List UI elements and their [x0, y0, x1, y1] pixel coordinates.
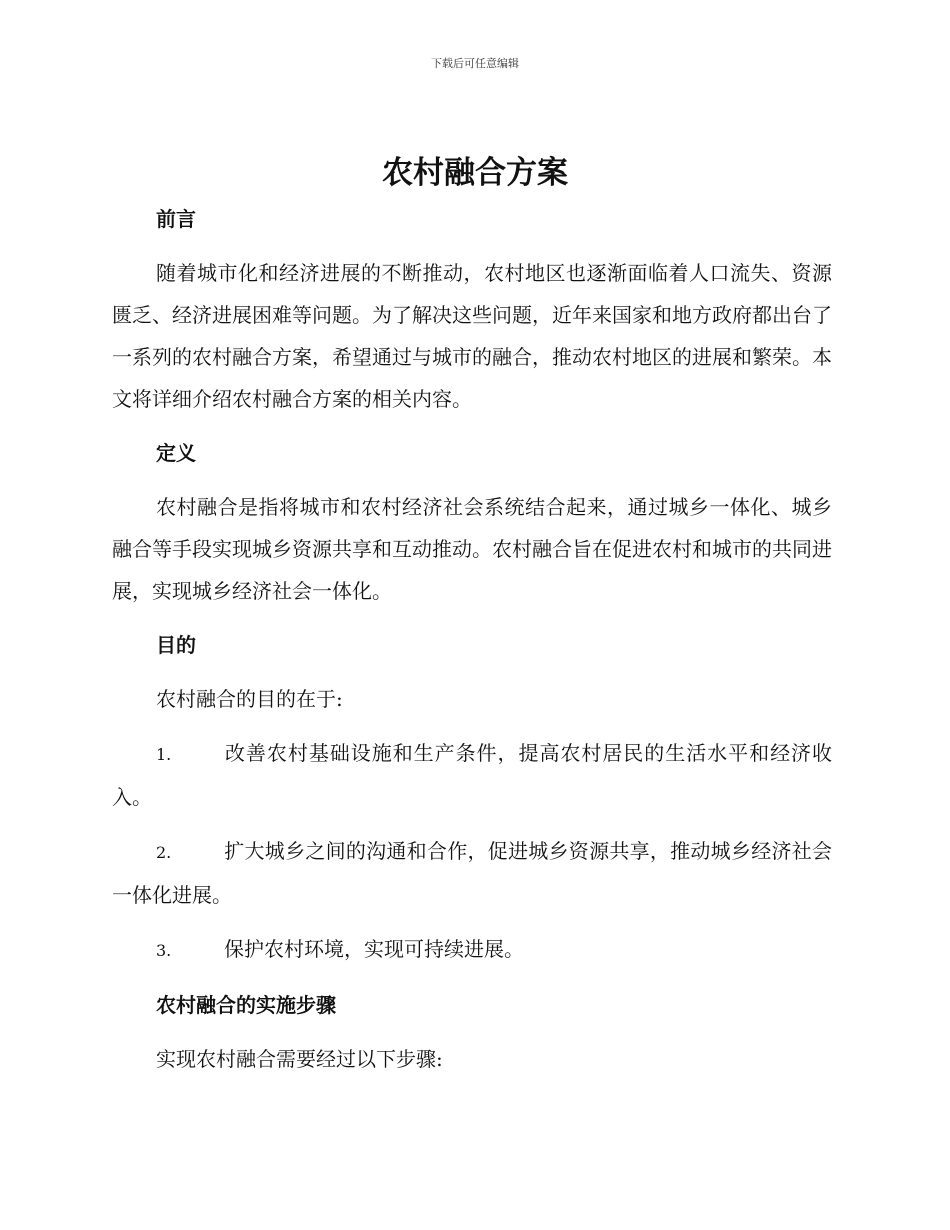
list-number: 2. [156, 843, 172, 862]
list-item-text: 保护农村环境，实现可持续进展。 [224, 937, 524, 961]
document-title: 农村融合方案 [382, 155, 568, 191]
list-item [112, 732, 832, 818]
section-heading-purpose: 目的 [156, 633, 196, 657]
purpose-intro: 农村融合的目的在于: [156, 687, 343, 711]
list-number: 1. [156, 745, 172, 764]
preface-paragraph: 随着城市化和经济进展的不断推动，农村地区也逐渐面临着人口流失、资源匮乏、经济进展困难等问题。为了解决这些问题，近年来国家和地方政府都出台了一系列的农村融合方案，希望通过与城市的融合，推动农村地区的进展和繁荣。本文将详细介绍农村融合方案的相关内容。 [112, 261, 832, 411]
list-item-text: 扩大城乡之间的沟通和合作，促进城乡资源共享，推动城乡经济社会一体化进展。 [112, 839, 832, 907]
definition-paragraph: 农村融合是指将城市和农村经济社会系统结合起来，通过城乡一体化、城乡融合等手段实现城乡资源共享和互动推动。农村融合旨在促进农村和城市的共同进展，实现城乡经济社会一体化。 [112, 495, 832, 603]
section-heading-steps: 农村融合的实施步骤 [156, 993, 336, 1017]
steps-intro: 实现农村融合需要经过以下步骤: [156, 1047, 443, 1071]
list-item [112, 928, 832, 972]
list-number: 3. [156, 941, 172, 960]
section-heading-preface: 前言 [156, 207, 196, 231]
list-item [112, 830, 832, 916]
list-item-text: 改善农村基础设施和生产条件，提高农村居民的生活水平和经济收入。 [112, 741, 832, 809]
section-heading-definition: 定义 [156, 441, 196, 465]
document-body [112, 198, 832, 1080]
header-note: 下载后可任意编辑 [431, 57, 519, 70]
